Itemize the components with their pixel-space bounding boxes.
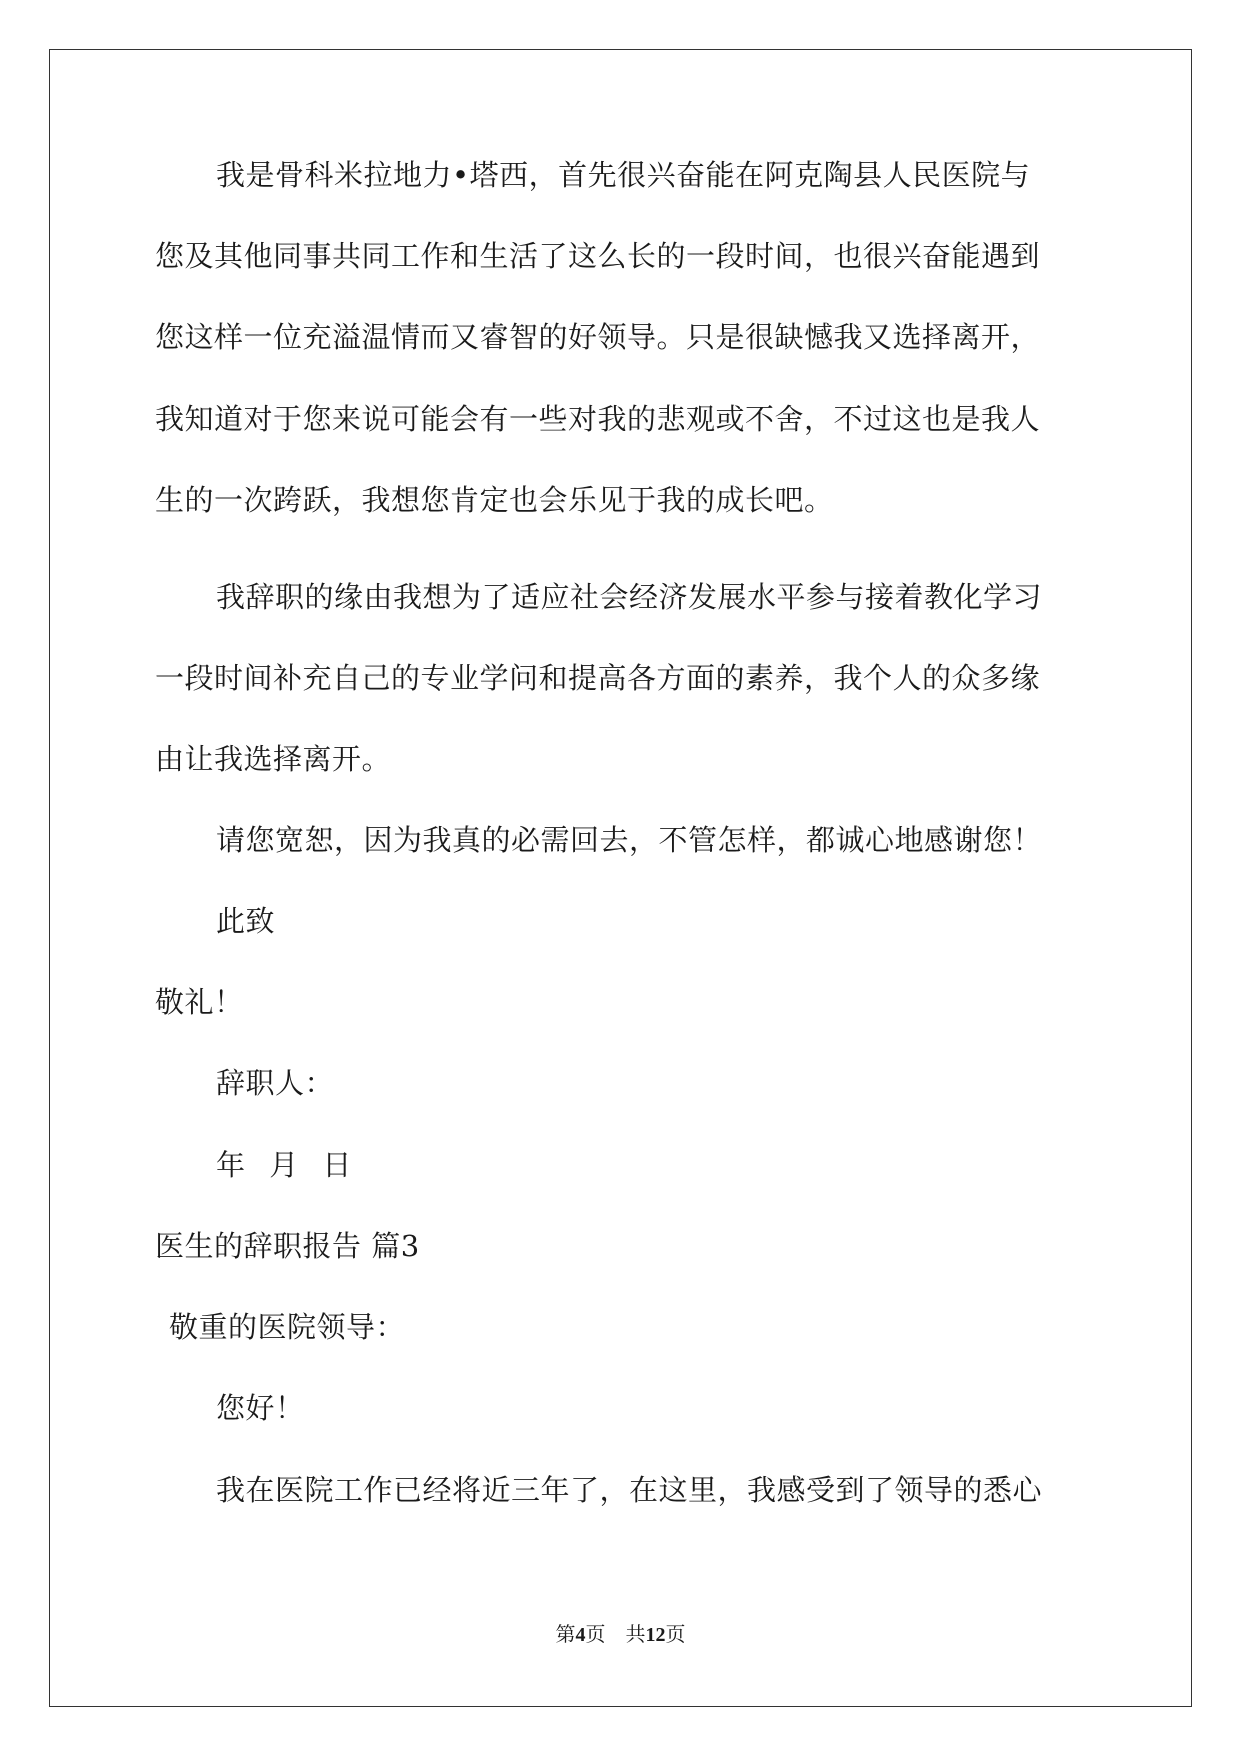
footer-total-prefix: 共 <box>625 1624 646 1646</box>
section-heading: 医生的辞职报告 篇3 <box>155 1229 420 1263</box>
greeting-hello: 您好！ <box>216 1391 305 1425</box>
paragraph-1-line-4: 我知道对于您来说可能会有一些对我的悲观或不舍，不过这也是我人 <box>155 402 1041 436</box>
paragraph-1-line-3: 您这样一位充溢温情而又睿智的好领导。只是很缺憾我又选择离开， <box>155 320 1041 354</box>
signature-label: 辞职人： <box>216 1066 335 1100</box>
closing-regards: 敬礼！ <box>155 985 244 1019</box>
paragraph-2-line-3: 由让我选择离开。 <box>155 742 392 776</box>
greeting-recipient: 敬重的医院领导： <box>169 1310 406 1344</box>
paragraph-4-line-1: 我在医院工作已经将近三年了，在这里，我感受到了领导的悉心 <box>216 1473 1043 1507</box>
page-border <box>49 49 1192 1707</box>
paragraph-3: 请您宽恕，因为我真的必需回去，不管怎样，都诚心地感谢您！ <box>216 823 1043 857</box>
page-footer <box>0 1622 1241 1648</box>
paragraph-1-line-5: 生的一次跨跃，我想您肯定也会乐见于我的成长吧。 <box>155 483 834 517</box>
footer-total-pages: 12 <box>645 1624 666 1646</box>
footer-prefix: 第 <box>555 1624 576 1646</box>
paragraph-1-line-1: 我是骨科米拉地力•塔西，首先很兴奋能在阿克陶县人民医院与 <box>216 158 1031 192</box>
footer-total-suffix: 页 <box>665 1624 686 1646</box>
date-line: 年 月 日 <box>216 1148 352 1182</box>
paragraph-1-line-2: 您及其他同事共同工作和生活了这么长的一段时间，也很兴奋能遇到 <box>155 239 1041 273</box>
closing-salutation: 此致 <box>216 904 276 938</box>
paragraph-2-line-2: 一段时间补充自己的专业学问和提高各方面的素养，我个人的众多缘 <box>155 661 1041 695</box>
footer-page-suffix: 页 <box>585 1624 606 1646</box>
paragraph-2-line-1: 我辞职的缘由我想为了适应社会经济发展水平参与接着教化学习 <box>216 580 1043 614</box>
footer-current-page: 4 <box>575 1624 586 1646</box>
